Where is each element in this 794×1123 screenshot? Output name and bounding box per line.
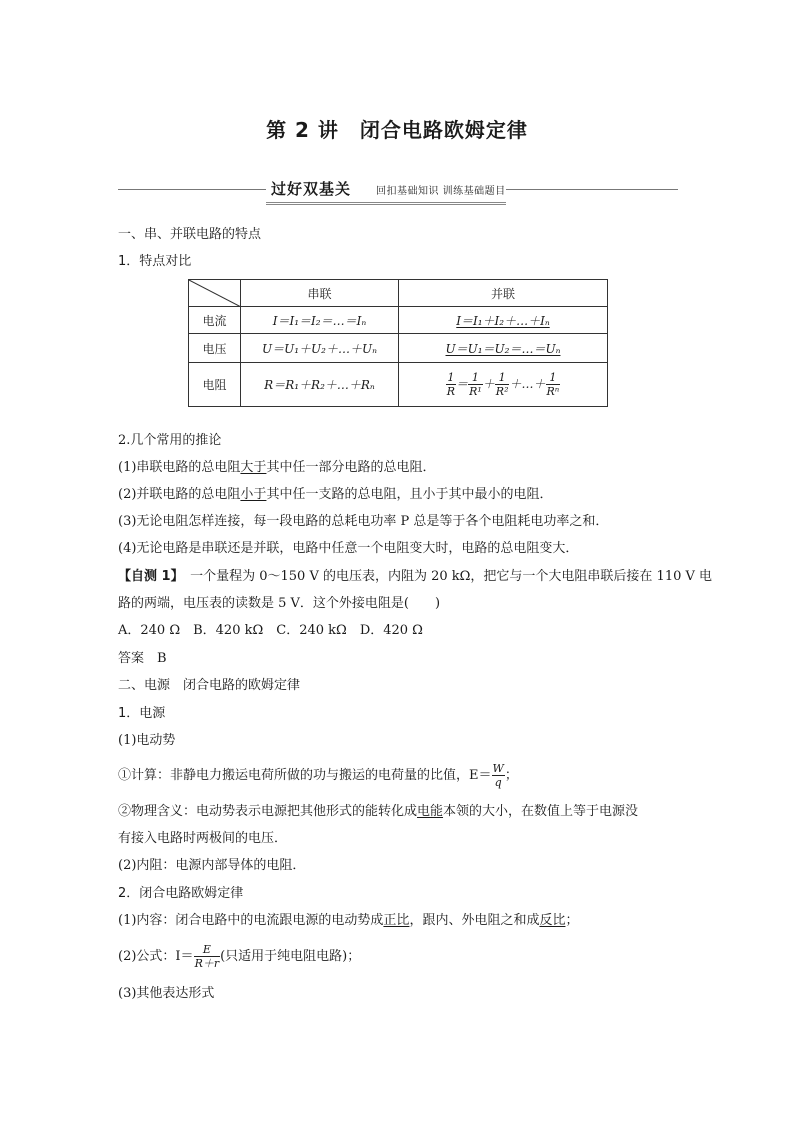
selftest-line2: 路的两端，电压表的读数是 5 V．这个外接电阻是( )	[118, 596, 441, 611]
section-banner	[118, 176, 678, 206]
frac-den: R²	[495, 385, 509, 398]
item-underline: 小于	[240, 487, 267, 502]
banner-main-text: 过好双基关	[271, 180, 352, 198]
content-underline: 正比	[383, 913, 410, 928]
banner-rule-left	[118, 189, 266, 190]
list-item	[118, 486, 552, 504]
emf-fraction	[492, 762, 505, 789]
row-label-resistance: 电阻	[189, 363, 241, 407]
meaning-text: ②物理含义：电动势表示电源把其他形式的能转化成	[118, 804, 418, 819]
emf-heading: (1)电动势	[118, 733, 176, 748]
formula-fraction	[194, 943, 221, 970]
frac-den: R＋r	[194, 957, 220, 970]
emf-calc	[118, 762, 518, 789]
series-voltage: U＝U₁＋U₂＋…＋Uₙ	[241, 334, 399, 363]
parallel-voltage-text: U＝U₁＝U₂＝…＝Uₙ	[445, 341, 561, 356]
frac-num: E	[194, 943, 221, 957]
meaning-text: 本领的大小，在数值上等于电源没	[443, 804, 639, 819]
frac-den: Rⁿ	[546, 385, 560, 398]
section2-heading: 二、电源 闭合电路的欧姆定律	[118, 678, 301, 693]
formula-text: (只适用于纯电阻电路)；	[220, 949, 361, 964]
item-text: (1)串联电路的总电阻	[118, 460, 241, 475]
frac-num: 1	[546, 371, 561, 385]
table-header-row	[189, 280, 608, 307]
series-resistance: R＝R₁＋R₂＋…＋Rₙ	[241, 363, 399, 407]
frac-num: 1	[447, 371, 455, 384]
comparison-table	[188, 279, 608, 407]
section1-sub2: 2.几个常用的推论	[118, 433, 222, 448]
banner-box	[266, 176, 506, 205]
formula-text: (2)公式：I＝	[118, 949, 194, 964]
emf-meaning-line2: 有接入电路时两极间的电压．	[118, 831, 288, 846]
law-formula	[118, 943, 360, 970]
other-forms: (3)其他表达形式	[118, 986, 215, 1001]
list-item: (3)无论电阻怎样连接，每一段电路的总耗电功率 P 总是等于各个电阻耗电功率之和．	[118, 514, 609, 529]
internal-resistance: (2)内阻：电源内部导体的电阻．	[118, 858, 306, 873]
section1-sub1: 1．特点对比	[118, 254, 192, 269]
list-item: (4)无论电路是串联还是并联，电路中任意一个电阻变大时，电路的总电阻变大．	[118, 541, 579, 556]
parallel-current-text: I＝I₁＋I₂＋…＋Iₙ	[456, 313, 550, 328]
item-text: 其中任一支路的总电阻，且小于其中最小的电阻．	[266, 487, 553, 502]
banner-rule-right	[506, 189, 678, 190]
page-title: 第 2 讲 闭合电路欧姆定律	[266, 118, 528, 142]
content-text: ，跟内、外电阻之和成	[409, 913, 540, 928]
item-text: 其中任一部分电路的总电阻．	[266, 460, 436, 475]
frac-num: W	[492, 762, 504, 775]
table-row	[189, 363, 608, 407]
selftest-answer: 答案 B	[118, 651, 167, 666]
parallel-voltage	[399, 334, 608, 363]
series-current: I＝I₁＝I₂＝…＝Iₙ	[241, 307, 399, 334]
banner-sub-text: 回扣基础知识 训练基础题目	[376, 186, 506, 197]
calc-text: ①计算：非静电力搬运电荷所做的功与搬运的电荷量的比值，E＝	[118, 768, 492, 783]
selftest-line1	[118, 568, 712, 586]
frac-4	[546, 371, 561, 398]
row-label-current: 电流	[189, 307, 241, 334]
header-series: 串联	[241, 280, 399, 307]
section2-sub1: 1．电源	[118, 706, 166, 721]
row-label-voltage: 电压	[189, 334, 241, 363]
selftest-tag: 【自测 1】	[118, 569, 178, 584]
frac-num: 1	[468, 371, 483, 385]
calc-text: ；	[504, 768, 518, 783]
corner-diagonal	[189, 280, 241, 307]
selftest-text: 一个量程为 0～150 V 的电压表，内阻为 20 kΩ，把它与一个大电阻串联后接在 110 V 电	[190, 569, 713, 584]
content-text: ；	[565, 913, 579, 928]
item-underline: 大于	[240, 460, 267, 475]
frac-2	[468, 371, 483, 398]
table-corner-cell	[189, 280, 241, 307]
section2-sub2: 2．闭合电路欧姆定律	[118, 886, 244, 901]
content-text: (1)内容：闭合电路中的电流跟电源的电动势成	[118, 913, 384, 928]
list-item	[118, 459, 435, 477]
frac-1	[446, 371, 456, 398]
table-row	[189, 334, 608, 363]
emf-meaning	[118, 803, 638, 821]
frac-den: R¹	[469, 385, 482, 398]
selftest-options: A．240 Ω B．420 kΩ C．240 kΩ D．420 Ω	[118, 623, 423, 638]
frac-3	[495, 371, 510, 398]
table-row	[189, 307, 608, 334]
header-parallel: 并联	[399, 280, 608, 307]
item-text: (2)并联电路的总电阻	[118, 487, 241, 502]
meaning-underline: 电能	[417, 804, 444, 819]
parallel-resistance: $\frac{1}{R}$ ＝ $\frac{1}{\text{R¹}}$ ＋ $\frac{1}{\text{R²}}$ ＋…＋ $\frac{1}{\text{Rⁿ}}$	[399, 363, 608, 407]
law-content	[118, 912, 578, 930]
frac-num: 1	[495, 371, 510, 385]
parallel-current	[399, 307, 608, 334]
frac-den: R	[446, 385, 456, 398]
content-underline: 反比	[539, 913, 566, 928]
section1-heading: 一、串、并联电路的特点	[118, 227, 262, 242]
frac-den: q	[494, 776, 502, 789]
